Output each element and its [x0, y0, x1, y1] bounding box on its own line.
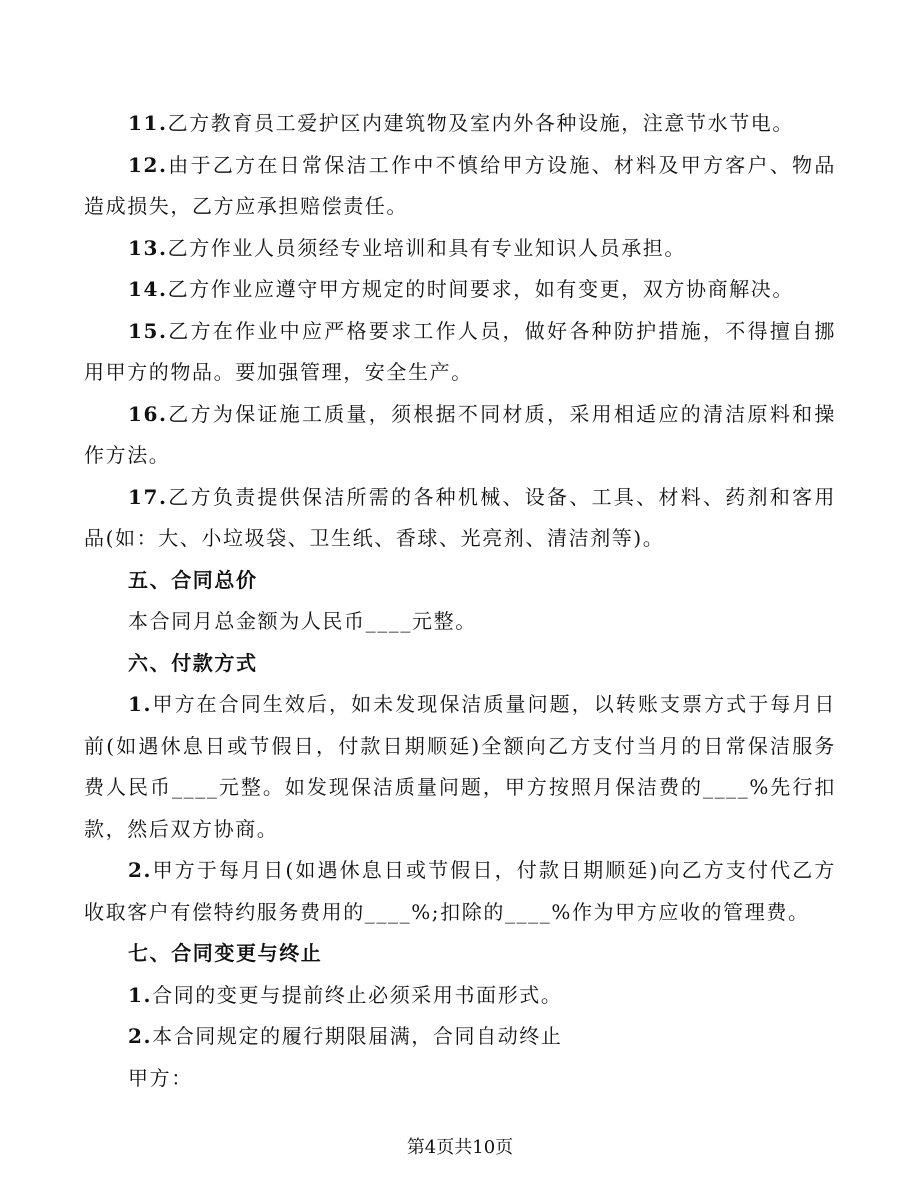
clause-11: 11.乙方教育员工爱护区内建筑物及室内外各种设施，注意节水节电。 — [128, 111, 795, 135]
total-price-text: 本合同月总金额为人民币____元整。 — [128, 609, 477, 633]
clause-17: 17.乙方负责提供保洁所需的各种机械、设备、工具、材料、药剂和客用品(如：大、小垃圾袋、卫生纸、香球、光亮剂、清洁剂等)。 — [84, 484, 836, 550]
clause-14: 14.乙方作业应遵守甲方规定的时间要求，如有变更，双方协商解决。 — [128, 277, 795, 301]
clause-13: 13.乙方作业人员须经专业培训和具有专业知识人员承担。 — [128, 235, 687, 260]
section-heading-total-price: 五、合同总价 — [128, 567, 258, 592]
termination-clause-2: 2.本合同规定的履行期限届满，合同自动终止 — [128, 1024, 563, 1048]
section-heading-change-termination: 七、合同变更与终止 — [128, 941, 323, 965]
termination-clause-1: 1.合同的变更与提前终止必须采用书面形式。 — [128, 982, 563, 1007]
payment-clause-2: 2.甲方于每月日(如遇休息日或节假日，付款日期顺延)向乙方支付代乙方收取客户有偿特约服务费用的____%;扣除的____%作为甲方应收的管理费。 — [84, 858, 836, 924]
clause-16: 16.乙方为保证施工质量，须根据不同材质，采用相适应的清洁原料和操作方法。 — [84, 401, 836, 467]
section-heading-payment-method: 六、付款方式 — [128, 650, 258, 675]
document-body — [84, 103, 836, 1099]
payment-clause-1: 1.甲方在合同生效后，如未发现保洁质量问题，以转账支票方式于每月日前(如遇休息日或节假日，付款日期顺延)全额向乙方支付当月的日常保洁服务费人民币____元整。如发现保洁质量问题，甲方按照月保洁费的____%先行扣款，然后双方协商。 — [84, 692, 836, 841]
clause-12: 12.由于乙方在日常保洁工作中不慎给甲方设施、材料及甲方客户、物品造成损失，乙方应承担赔偿责任。 — [84, 152, 836, 218]
party-a-signature-line: 甲方： — [128, 1065, 193, 1090]
clause-15: 15.乙方在作业中应严格要求工作人员，做好各种防护措施，不得擅自挪用甲方的物品。要加强管理，安全生产。 — [84, 318, 836, 384]
page-number-footer: 第4页共10页 — [406, 1137, 514, 1158]
